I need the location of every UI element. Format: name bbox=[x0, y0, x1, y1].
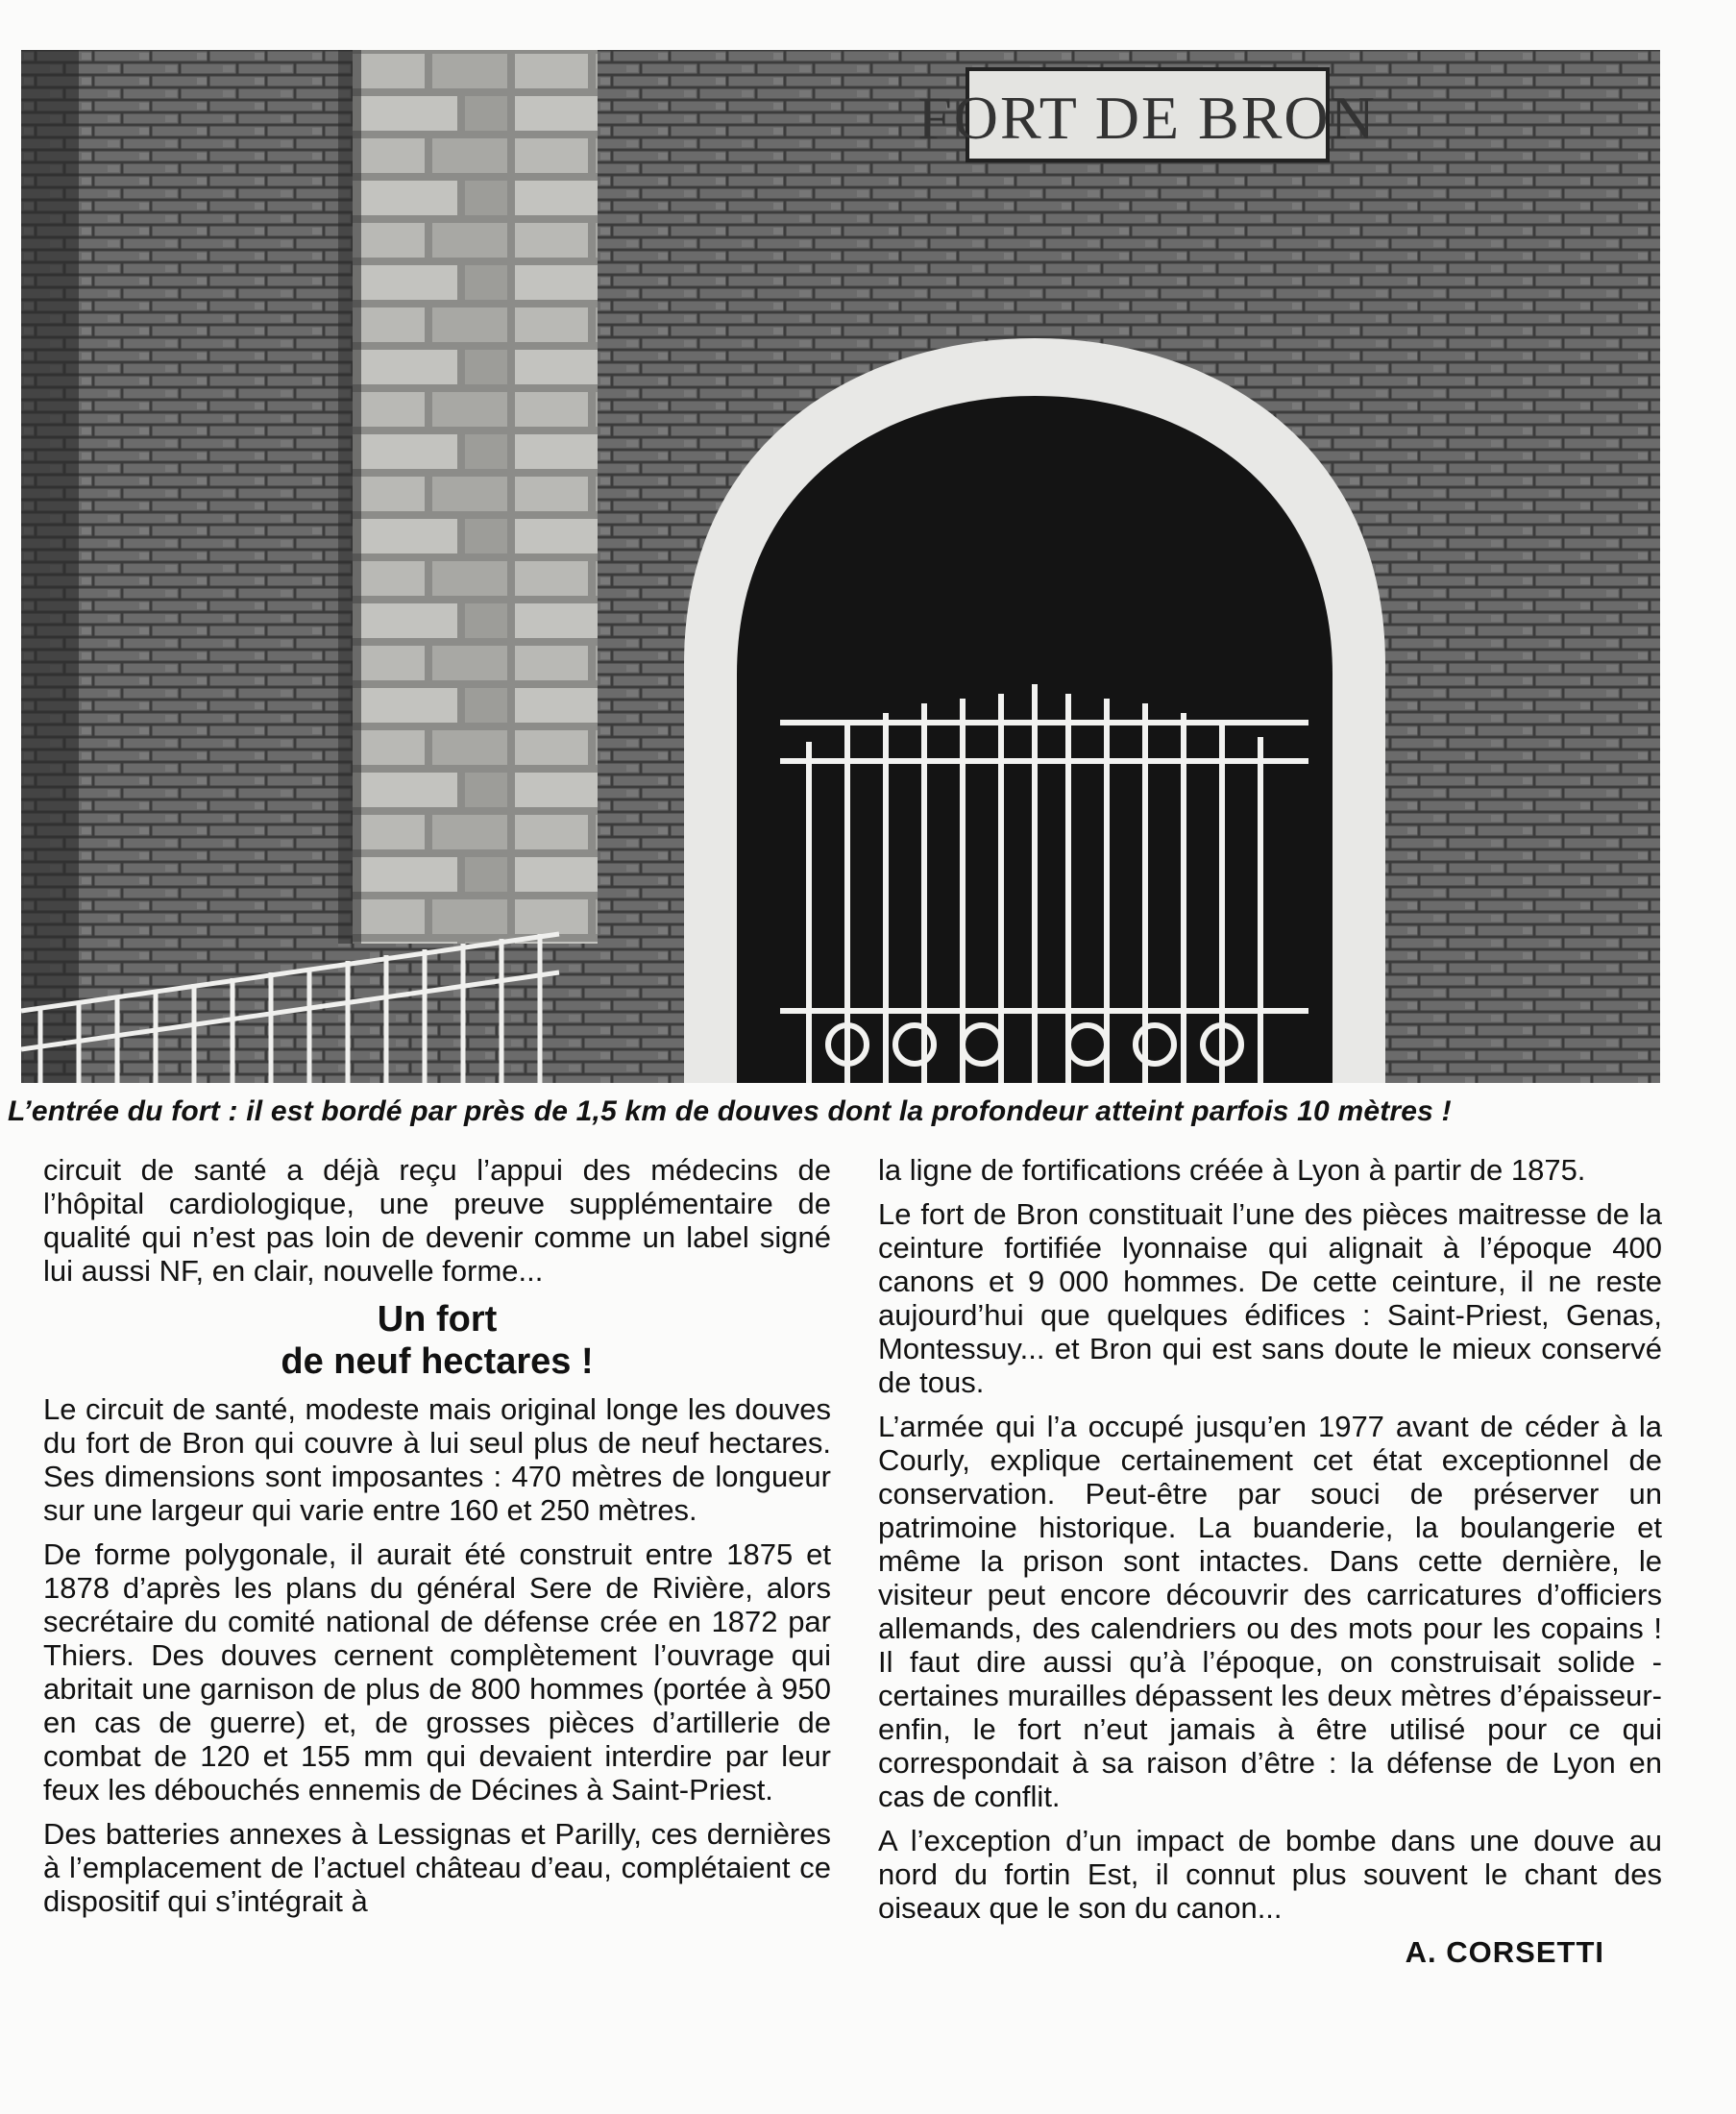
article-column-left bbox=[43, 1153, 831, 1929]
fort-entrance-photo bbox=[21, 50, 1660, 1083]
section-heading bbox=[43, 1298, 831, 1383]
paragraph: la ligne de fortifications créée à Lyon à partir de 1875. bbox=[878, 1153, 1586, 1187]
section-heading-line2: de neuf hectares ! bbox=[281, 1341, 594, 1382]
fort-entrance-illustration bbox=[21, 50, 1660, 1083]
paragraph: Le circuit de santé, modeste mais original longe les douves du fort de Bron qui couvre à lui seul plus de neuf hectares. Ses dimensions sont imposantes : 470 mètres de longueur sur une largeur qui varie entre 160 et 250 mètres. bbox=[43, 1392, 831, 1527]
paragraph: De forme polygonale, il aurait été construit entre 1875 et 1878 d’après les plans du général Sere de Rivière, alors secrétaire du comité national de défense crée en 1872 par Thiers. Des douves cernent complètement l’ouvrage qui abritait une garnison de plus de 800 hommes (portée à 950 en cas de guerre) et, de grosses pièces d’artillerie de combat de 120 et 155 mm qui devaient interdire par leur feux les débouchés ennemis de Décines à Saint-Priest. bbox=[43, 1537, 831, 1807]
paragraph: L’armée qui l’a occupé jusqu’en 1977 avant de céder à la Courly, explique certainement cet état exceptionnel de conservation. Peut-être par souci de préserver un patrimoine historique. La buanderie, la boulangerie et même la prison sont intactes. Dans cette dernière, le visiteur peut encore découvrir des carricatures d’officiers allemands, des calendriers ou des mots pour les copains ! Il faut dire aussi qu’à l’époque, on construisait solide -certaines murailles dépassent les deux mètres d’épaisseur- enfin, le fort n’eut jamais à être utilisé pour ce qui correspondait à sa raison d’être : la défense de Lyon en cas de conflit. bbox=[878, 1410, 1662, 1813]
paragraph: Le fort de Bron constituait l’une des pièces maitresse de la ceinture fortifiée lyonnaise qui alignait à l’époque 400 canons et 9 000 hommes. De cette ceinture, il ne reste aujourd’hui que quelques édifices : Saint-Priest, Genas, Montessuy... et Bron qui est sans doute le mieux conservé de tous. bbox=[878, 1197, 1662, 1399]
paragraph: A l’exception d’un impact de bombe dans une douve au nord du fortin Est, il connut plus souvent le chant des oiseaux que le son du canon... bbox=[878, 1824, 1662, 1925]
author-signature: A. CORSETTI bbox=[1405, 1935, 1604, 1969]
article-column-right bbox=[878, 1153, 1662, 1969]
section-heading-line1: Un fort bbox=[377, 1299, 498, 1340]
photo-caption: L’entrée du fort : il est bordé par près de 1,5 km de douves dont la profondeur atteint parfois 10 mètres ! bbox=[8, 1095, 1452, 1127]
fort-sign-text: FORT DE BRON bbox=[917, 84, 1377, 152]
paragraph: Des batteries annexes à Lessignas et Parilly, ces dernières à l’emplacement de l’actuel château d’eau, complétaient ce dispositif qui s’intégrait à bbox=[43, 1817, 831, 1918]
paragraph: circuit de santé a déjà reçu l’appui des médecins de l’hôpital cardiologique, une preuve supplémentaire de qualité qui n’est pas loin de devenir comme un label signé lui aussi NF, en clair, nouvelle forme... bbox=[43, 1153, 831, 1288]
